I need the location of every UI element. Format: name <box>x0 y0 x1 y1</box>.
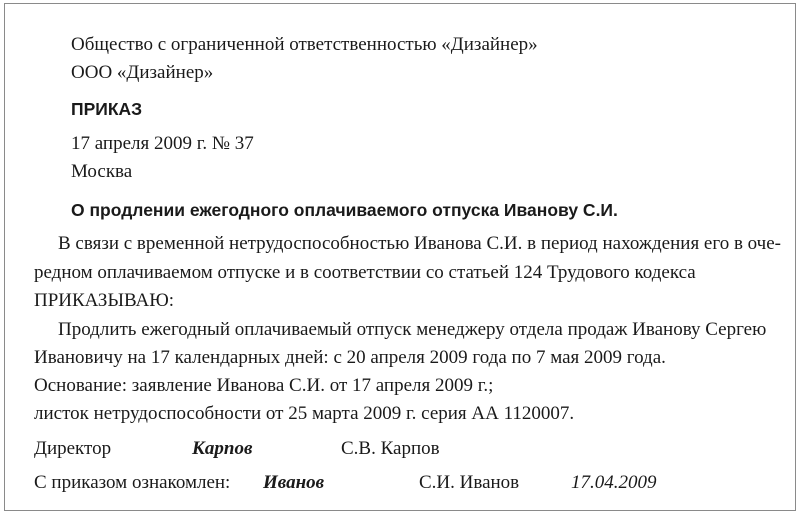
employee-signature: Иванов <box>263 472 325 493</box>
director-label: Директор <box>34 438 112 459</box>
frame-gap <box>5 4 12 74</box>
employee-name: С.И. Иванов <box>419 472 520 493</box>
order-date-number: 17 апреля 2009 г. № 37 <box>71 133 254 154</box>
acknowledgement-date: 17.04.2009 <box>571 472 657 493</box>
paragraph-1-line-2: редном оплачиваемом отпуске и в соответствии со статьей 124 Трудового кодекса <box>34 262 696 283</box>
basis-line-2: листок нетрудоспособности от 25 марта 2009 г. серия АА 1120007. <box>34 403 575 424</box>
basis-line-1: Основание: заявление Иванова С.И. от 17 апреля 2009 г.; <box>34 375 494 396</box>
directive-word: ПРИКАЗЫВАЮ: <box>34 290 175 311</box>
org-full-name: Общество с ограниченной ответственностью «Дизайнер» <box>71 34 538 55</box>
paragraph-2-line-2: Ивановичу на 17 календарных дней: с 20 апреля 2009 года по 7 мая 2009 года. <box>34 347 666 368</box>
paragraph-2-line-1: Продлить ежегодный оплачиваемый отпуск менеджеру отдела продаж Иванову Сергею <box>58 319 767 340</box>
paragraph-1-line-1: В связи с временной нетрудоспособностью Иванова С.И. в период нахождения его в оче- <box>58 233 781 254</box>
org-short-name: ООО «Дизайнер» <box>71 62 214 83</box>
order-title: ПРИКАЗ <box>71 99 143 119</box>
director-signature: Карпов <box>192 438 253 459</box>
director-name: С.В. Карпов <box>341 438 440 459</box>
order-city: Москва <box>71 161 133 182</box>
acknowledgement-label: С приказом ознакомлен: <box>34 472 231 493</box>
order-subject: О продлении ежегодного оплачиваемого отпуска Иванову С.И. <box>71 200 618 220</box>
